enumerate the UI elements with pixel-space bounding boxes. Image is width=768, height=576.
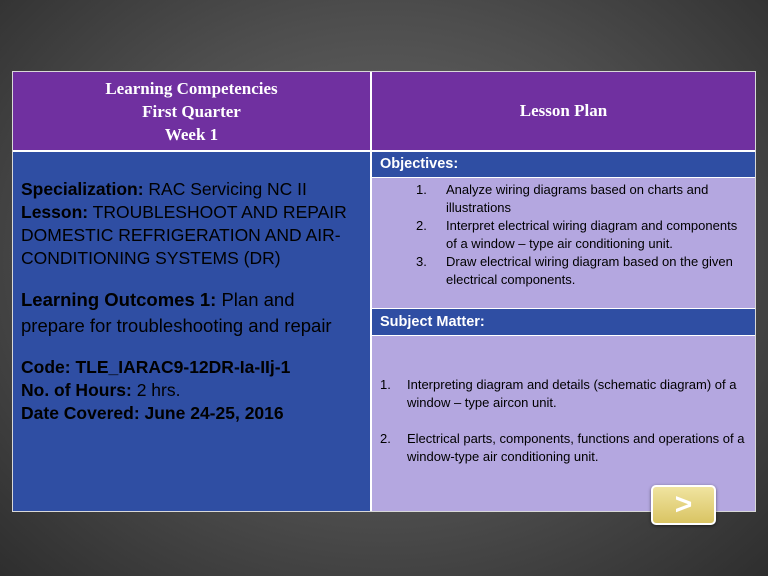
outcomes-label: Learning Outcomes 1: <box>21 289 217 310</box>
header-line-3: Week 1 <box>164 124 219 144</box>
lesson-plan-header <box>372 72 755 152</box>
specialization <box>21 178 362 201</box>
lesson <box>21 201 362 270</box>
competency-details <box>13 152 372 511</box>
item-text: Draw electrical wiring diagram based on the given electrical components. <box>446 254 733 287</box>
item-text: Interpret electrical wiring diagram and components of a window – type air conditioning unit. <box>446 218 738 251</box>
item-number: 2. <box>380 431 391 446</box>
hours-value: 2 hrs. <box>131 380 181 400</box>
list-item <box>380 430 747 466</box>
specialization-value: RAC Servicing NC II <box>143 179 307 199</box>
hours-label: No. of Hours: <box>21 380 132 400</box>
lesson-plan-title: Lesson Plan <box>519 101 608 120</box>
item-number: 3. <box>416 254 427 269</box>
item-number: 2. <box>416 218 427 233</box>
list-item <box>416 217 747 252</box>
lesson-plan-content <box>372 152 755 511</box>
lesson-label: Lesson: <box>21 202 89 222</box>
item-text: Analyze wiring diagrams based on charts and illustrations <box>446 182 709 215</box>
item-text: Electrical parts, components, functions and operations of a window-type air conditioning unit. <box>407 431 745 464</box>
list-item <box>380 376 747 412</box>
chevron-right-icon: > <box>674 488 693 521</box>
list-item <box>416 181 747 216</box>
code <box>21 356 362 379</box>
date-label: Date Covered: June 24-25, 2016 <box>21 403 284 423</box>
header-line-2: First Quarter <box>142 101 241 121</box>
objectives-list <box>372 178 755 309</box>
next-slide-button[interactable] <box>651 485 716 525</box>
lesson-value: TROUBLESHOOT AND REPAIR DOMESTIC REFRIGERATION AND AIR- CONDITIONING SYSTEMS (DR) <box>21 202 347 268</box>
header-line-1: Learning Competencies <box>105 78 278 98</box>
objectives-heading: Objectives: <box>372 152 755 178</box>
list-item <box>416 253 747 288</box>
outcomes-value: Plan and prepare for troubleshooting and repair <box>21 289 332 336</box>
item-number: 1. <box>416 182 427 197</box>
item-number: 1. <box>380 377 391 392</box>
hours <box>21 379 362 402</box>
code-label: Code: TLE_IARAC9-12DR-Ia-IIj-1 <box>21 357 291 377</box>
subject-matter-heading: Subject Matter: <box>372 309 755 336</box>
lesson-plan-table <box>12 71 756 512</box>
learning-competencies-header <box>13 72 372 152</box>
learning-outcomes <box>21 287 362 339</box>
specialization-label: Specialization: <box>21 179 144 199</box>
item-text: Interpreting diagram and details (schematic diagram) of a window – type aircon unit. <box>407 377 737 410</box>
date-covered <box>21 402 362 425</box>
